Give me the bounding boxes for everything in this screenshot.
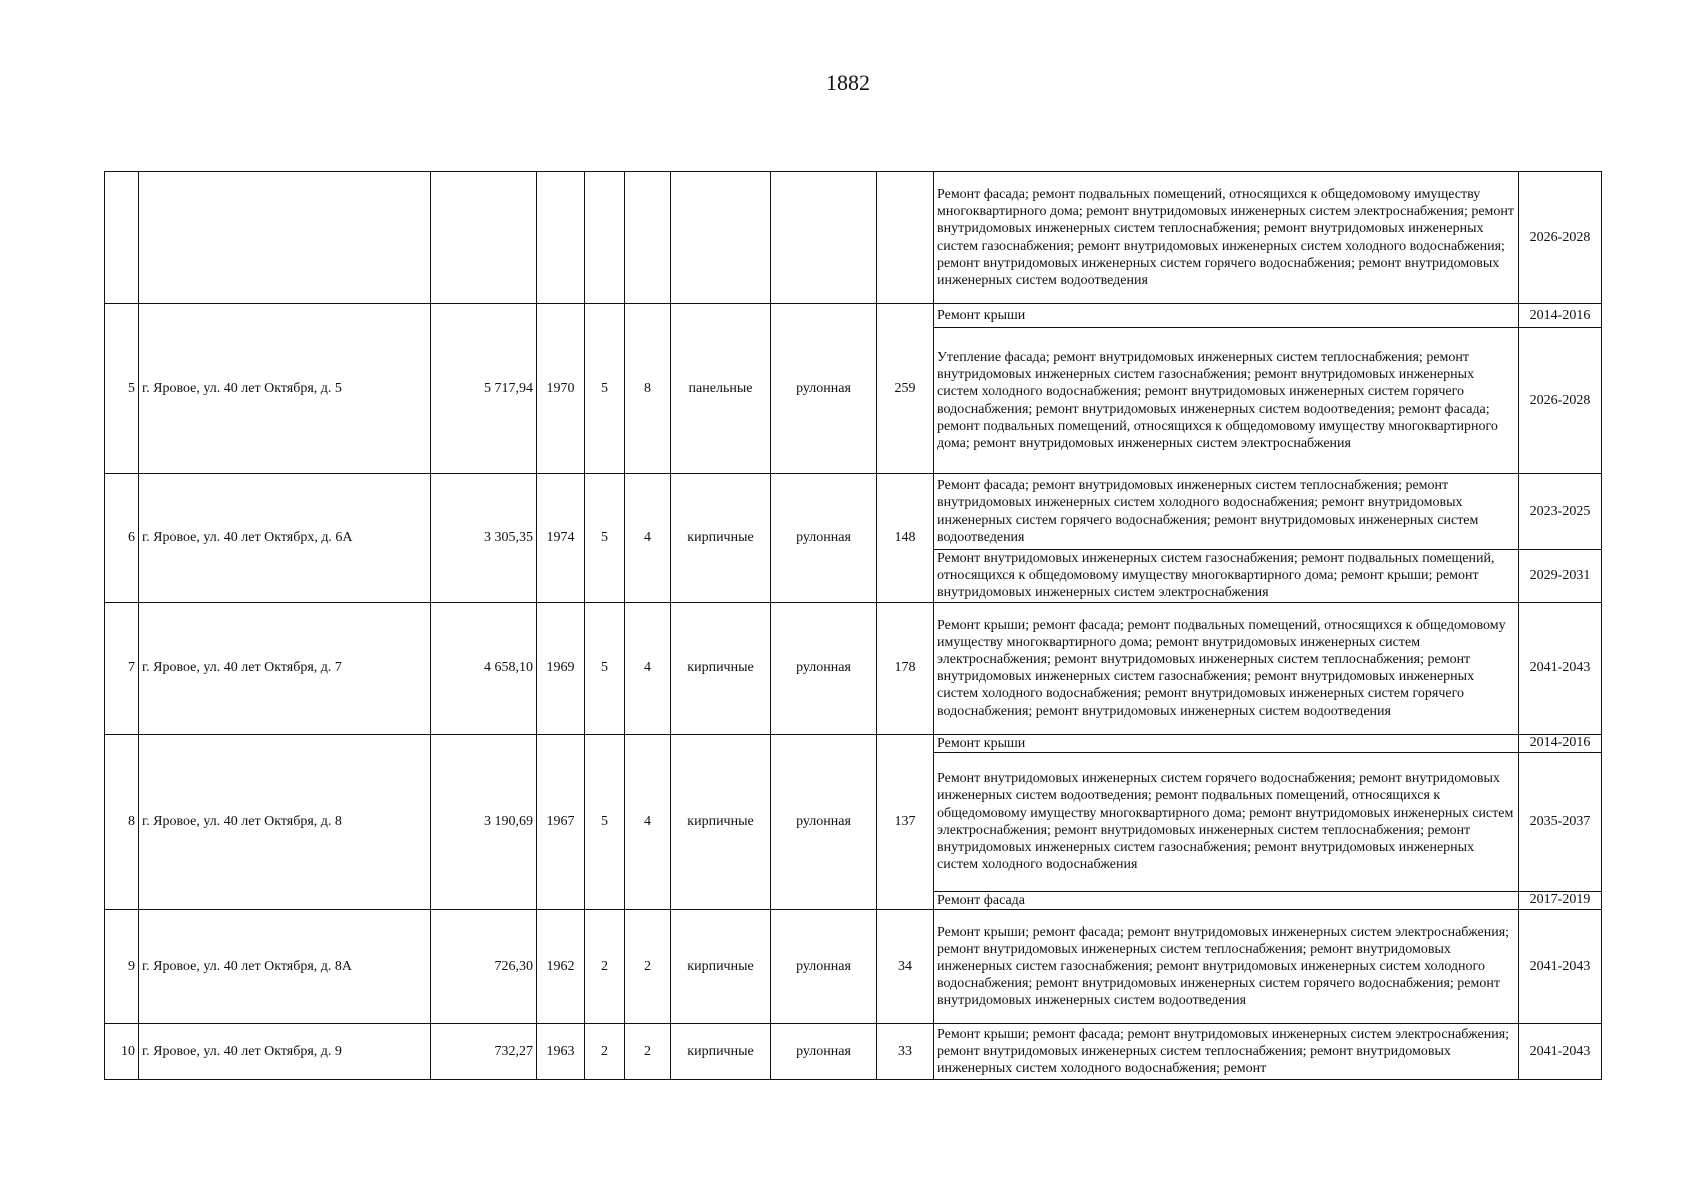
repair-program-table	[104, 171, 1602, 1080]
page-number: 1882	[826, 70, 870, 95]
work-list-cell: Ремонт крыши	[934, 734, 1519, 752]
floors-cell: 2	[585, 910, 625, 1024]
empty-cell	[585, 172, 625, 304]
area-cell: 726,30	[431, 910, 537, 1024]
period-cell: 2014-2016	[1519, 734, 1602, 752]
work-list-cell: Ремонт крыши; ремонт фасада; ремонт внутридомовых инженерных систем электроснабжения; ремонт внутридомовых инженерных систем теплоснабжения; ремонт внутридомовых инженерных систем холодного водоснабжения; ремонт	[934, 1024, 1519, 1080]
address-cell: г. Яровое, ул. 40 лет Октября, д. 7	[139, 602, 431, 734]
year-cell: 1962	[537, 910, 585, 1024]
wall-material-cell: кирпичные	[671, 602, 771, 734]
period-cell: 2041-2043	[1519, 910, 1602, 1024]
wall-material-cell: кирпичные	[671, 1024, 771, 1080]
year-cell: 1969	[537, 602, 585, 734]
residents-cell: 34	[877, 910, 934, 1024]
floors-cell: 5	[585, 474, 625, 603]
area-cell: 5 717,94	[431, 304, 537, 474]
empty-cell	[431, 172, 537, 304]
area-cell: 3 305,35	[431, 474, 537, 603]
residents-cell: 178	[877, 602, 934, 734]
entrances-cell: 2	[625, 1024, 671, 1080]
empty-cell	[877, 172, 934, 304]
entrances-cell: 4	[625, 734, 671, 909]
year-cell: 1970	[537, 304, 585, 474]
work-list-cell: Ремонт крыши; ремонт фасада; ремонт внутридомовых инженерных систем электроснабжения; ремонт внутридомовых инженерных систем теплоснабжения; ремонт внутридомовых инженерных систем газоснабжения; ремонт внутридомовых инженерных систем холодного водоснабжения; ремонт внутридомовых инженерных систем горячего водоснабжения; ремонт внутридомовых инженерных систем водоотведения	[934, 910, 1519, 1024]
period-cell: 2014-2016	[1519, 304, 1602, 328]
period-cell: 2023-2025	[1519, 474, 1602, 550]
row-number-cell: 8	[105, 734, 139, 909]
floors-cell: 5	[585, 304, 625, 474]
residents-cell: 33	[877, 1024, 934, 1080]
address-cell: г. Яровое, ул. 40 лет Октября, д. 9	[139, 1024, 431, 1080]
residents-cell: 259	[877, 304, 934, 474]
empty-cell	[105, 172, 139, 304]
empty-cell	[537, 172, 585, 304]
year-cell: 1967	[537, 734, 585, 909]
wall-material-cell: кирпичные	[671, 474, 771, 603]
period-cell: 2017-2019	[1519, 891, 1602, 909]
work-list-cell: Утепление фасада; ремонт внутридомовых инженерных систем теплоснабжения; ремонт внутридомовых инженерных систем газоснабжения; ремонт внутридомовых инженерных систем холодного водоснабжения; ремонт внутридомовых инженерных систем горячего водоснабжения; ремонт внутридомовых инженерных систем водоотведения; ремонт фасада; ремонт подвальных помещений, относящихся к общедомовому имуществу многоквартирного дома; ремонт внутридомовых инженерных систем электроснабжения	[934, 328, 1519, 474]
table-row	[105, 734, 1602, 752]
table-row	[105, 172, 1602, 304]
roof-type-cell: рулонная	[771, 602, 877, 734]
residents-cell: 137	[877, 734, 934, 909]
period-cell: 2026-2028	[1519, 328, 1602, 474]
table-row	[105, 602, 1602, 734]
roof-type-cell: рулонная	[771, 910, 877, 1024]
year-cell: 1963	[537, 1024, 585, 1080]
table-row	[105, 1024, 1602, 1080]
work-list-cell: Ремонт внутридомовых инженерных систем горячего водоснабжения; ремонт внутридомовых инженерных систем водоотведения; ремонт подвальных помещений, относящихся к общедомовому имуществу многоквартирного дома; ремонт внутридомовых инженерных систем электроснабжения; ремонт внутридомовых инженерных систем теплоснабжения; ремонт внутридомовых инженерных систем газоснабжения; ремонт внутридомовых инженерных систем холодного водоснабжения	[934, 752, 1519, 891]
entrances-cell: 4	[625, 602, 671, 734]
work-list-cell: Ремонт фасада	[934, 891, 1519, 909]
floors-cell: 5	[585, 734, 625, 909]
area-cell: 732,27	[431, 1024, 537, 1080]
table-row	[105, 910, 1602, 1024]
address-cell: г. Яровое, ул. 40 лет Октября, д. 8	[139, 734, 431, 909]
row-number-cell: 10	[105, 1024, 139, 1080]
roof-type-cell: рулонная	[771, 304, 877, 474]
period-cell: 2041-2043	[1519, 602, 1602, 734]
row-number-cell: 6	[105, 474, 139, 603]
table-row	[105, 304, 1602, 328]
roof-type-cell: рулонная	[771, 1024, 877, 1080]
roof-type-cell: рулонная	[771, 734, 877, 909]
work-list-cell: Ремонт фасада; ремонт подвальных помещений, относящихся к общедомовому имуществу многоквартирного дома; ремонт внутридомовых инженерных систем электроснабжения; ремонт внутридомовых инженерных систем теплоснабжения; ремонт внутридомовых инженерных систем газоснабжения; ремонт внутридомовых инженерных систем холодного водоснабжения; ремонт внутридомовых инженерных систем горячего водоснабжения; ремонт внутридомовых инженерных систем водоотведения	[934, 172, 1519, 304]
floors-cell: 5	[585, 602, 625, 734]
address-cell: г. Яровое, ул. 40 лет Октября, д. 5	[139, 304, 431, 474]
work-list-cell: Ремонт фасада; ремонт внутридомовых инженерных систем теплоснабжения; ремонт внутридомовых инженерных систем холодного водоснабжения; ремонт внутридомовых инженерных систем горячего водоснабжения; ремонт внутридомовых инженерных систем водоотведения	[934, 474, 1519, 550]
row-number-cell: 9	[105, 910, 139, 1024]
empty-cell	[139, 172, 431, 304]
area-cell: 4 658,10	[431, 602, 537, 734]
row-number-cell: 5	[105, 304, 139, 474]
empty-cell	[771, 172, 877, 304]
empty-cell	[671, 172, 771, 304]
floors-cell: 2	[585, 1024, 625, 1080]
entrances-cell: 2	[625, 910, 671, 1024]
entrances-cell: 8	[625, 304, 671, 474]
roof-type-cell: рулонная	[771, 474, 877, 603]
wall-material-cell: панельные	[671, 304, 771, 474]
empty-cell	[625, 172, 671, 304]
entrances-cell: 4	[625, 474, 671, 603]
row-number-cell: 7	[105, 602, 139, 734]
wall-material-cell: кирпичные	[671, 910, 771, 1024]
area-cell: 3 190,69	[431, 734, 537, 909]
table-row	[105, 474, 1602, 550]
work-list-cell: Ремонт внутридомовых инженерных систем газоснабжения; ремонт подвальных помещений, относящихся к общедомовому имуществу многоквартирного дома; ремонт крыши; ремонт внутридомовых инженерных систем электроснабжения	[934, 550, 1519, 603]
residents-cell: 148	[877, 474, 934, 603]
period-cell: 2029-2031	[1519, 550, 1602, 603]
address-cell: г. Яровое, ул. 40 лет Октябрх, д. 6А	[139, 474, 431, 603]
period-cell: 2041-2043	[1519, 1024, 1602, 1080]
period-cell: 2035-2037	[1519, 752, 1602, 891]
period-cell: 2026-2028	[1519, 172, 1602, 304]
work-list-cell: Ремонт крыши; ремонт фасада; ремонт подвальных помещений, относящихся к общедомовому имуществу многоквартирного дома; ремонт внутридомовых инженерных систем электроснабжения; ремонт внутридомовых инженерных систем теплоснабжения; ремонт внутридомовых инженерных систем газоснабжения; ремонт внутридомовых инженерных систем холодного водоснабжения; ремонт внутридомовых инженерных систем горячего водоснабжения; ремонт внутридомовых инженерных систем водоотведения	[934, 602, 1519, 734]
year-cell: 1974	[537, 474, 585, 603]
address-cell: г. Яровое, ул. 40 лет Октября, д. 8А	[139, 910, 431, 1024]
wall-material-cell: кирпичные	[671, 734, 771, 909]
work-list-cell: Ремонт крыши	[934, 304, 1519, 328]
